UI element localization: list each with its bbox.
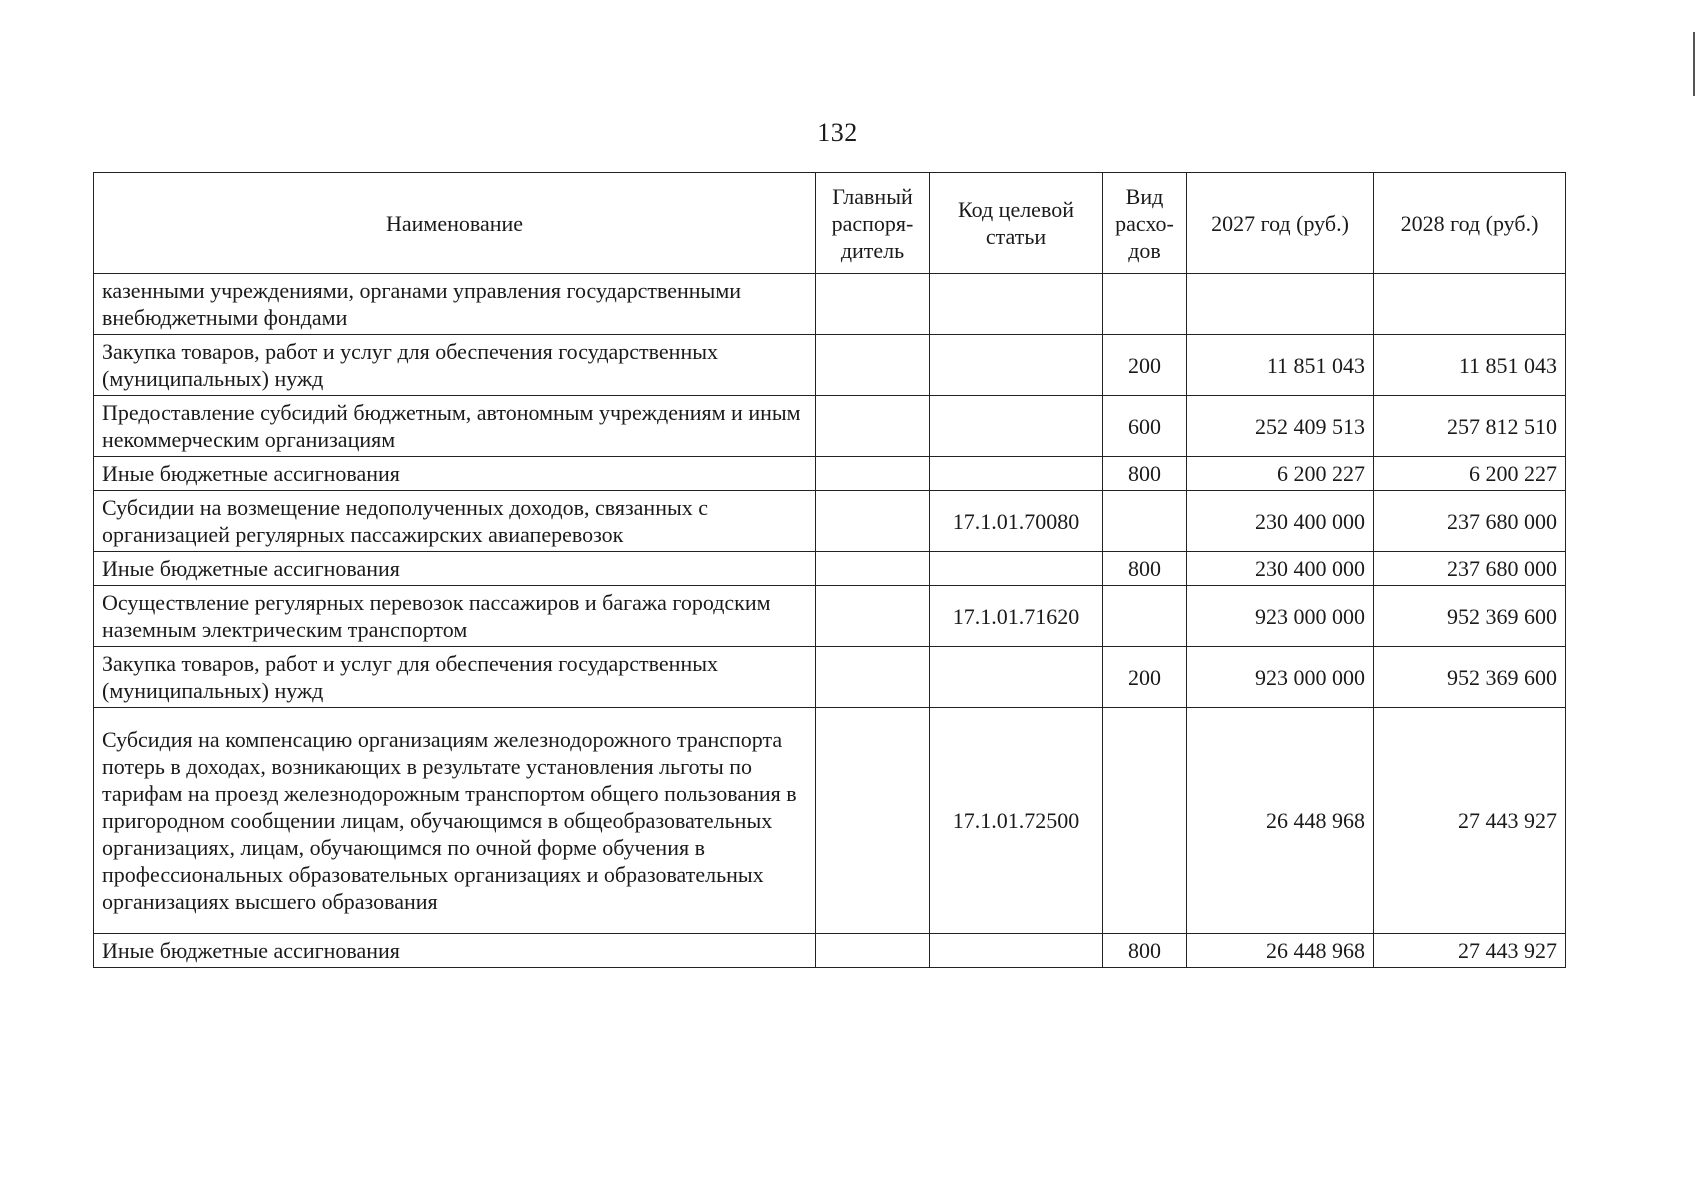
cell-2027: 252 409 513 (1187, 396, 1374, 457)
cell-code: 17.1.01.71620 (930, 586, 1103, 647)
cell-2027: 923 000 000 (1187, 586, 1374, 647)
cell-2027: 923 000 000 (1187, 647, 1374, 708)
table-row (94, 552, 1566, 586)
cell-2028: 952 369 600 (1374, 586, 1566, 647)
cell-2027: 11 851 043 (1187, 335, 1374, 396)
cell-name: Субсидии на возмещение недополученных доходов, связанных с организацией регулярных пассажирских авиаперевозок (94, 491, 816, 552)
cell-type (1103, 491, 1187, 552)
cell-admin (816, 335, 930, 396)
table-row (94, 457, 1566, 491)
cell-admin (816, 457, 930, 491)
cell-admin (816, 396, 930, 457)
cell-type: 800 (1103, 457, 1187, 491)
table-row (94, 708, 1566, 934)
header-code: Код целевой статьи (930, 173, 1103, 274)
budget-table (93, 172, 1566, 968)
cell-2028: 27 443 927 (1374, 934, 1566, 968)
cell-code (930, 647, 1103, 708)
cell-admin (816, 708, 930, 934)
cell-code (930, 552, 1103, 586)
header-name: Наименование (94, 173, 816, 274)
scan-edge-mark (1693, 32, 1695, 96)
cell-admin (816, 647, 930, 708)
cell-admin (816, 934, 930, 968)
table-row (94, 491, 1566, 552)
cell-2028: 237 680 000 (1374, 491, 1566, 552)
header-admin: Главный распоря-дитель (816, 173, 930, 274)
cell-type (1103, 274, 1187, 335)
cell-type: 200 (1103, 335, 1187, 396)
page-number: 132 (817, 118, 858, 147)
cell-admin (816, 552, 930, 586)
cell-code (930, 274, 1103, 335)
cell-code (930, 335, 1103, 396)
header-2027: 2027 год (руб.) (1187, 173, 1374, 274)
cell-admin (816, 491, 930, 552)
cell-2027: 230 400 000 (1187, 491, 1374, 552)
cell-2028: 27 443 927 (1374, 708, 1566, 934)
cell-name: казенными учреждениями, органами управления государственными внебюджетными фондами (94, 274, 816, 335)
header-type: Вид расхо-дов (1103, 173, 1187, 274)
cell-2028: 237 680 000 (1374, 552, 1566, 586)
cell-type (1103, 708, 1187, 934)
cell-name: Субсидия на компенсацию организациям железнодорожного транспорта потерь в доходах, возникающих в результате установления льготы по тарифам на проезд железнодорожным транспортом общего пользования в пригородном сообщении лицам, обучающимся в общеобразовательных организациях, лицам, обучающимся по очной форме обучения в профессиональных образовательных организациях и образовательных организациях высшего образования (94, 708, 816, 934)
table-row (94, 274, 1566, 335)
cell-2028: 952 369 600 (1374, 647, 1566, 708)
table-row (94, 647, 1566, 708)
cell-type: 200 (1103, 647, 1187, 708)
cell-name: Иные бюджетные ассигнования (94, 934, 816, 968)
cell-code (930, 934, 1103, 968)
cell-2028: 257 812 510 (1374, 396, 1566, 457)
header-2028: 2028 год (руб.) (1374, 173, 1566, 274)
cell-name: Закупка товаров, работ и услуг для обеспечения государственных (муниципальных) нужд (94, 647, 816, 708)
table-row (94, 934, 1566, 968)
cell-code: 17.1.01.70080 (930, 491, 1103, 552)
cell-name: Иные бюджетные ассигнования (94, 552, 816, 586)
cell-name: Предоставление субсидий бюджетным, автономным учреждениям и иным некоммерческим организациям (94, 396, 816, 457)
cell-code (930, 457, 1103, 491)
table-header-row (94, 173, 1566, 274)
cell-2028: 6 200 227 (1374, 457, 1566, 491)
cell-2027 (1187, 274, 1374, 335)
table-row (94, 396, 1566, 457)
cell-2027: 230 400 000 (1187, 552, 1374, 586)
cell-admin (816, 274, 930, 335)
cell-2028 (1374, 274, 1566, 335)
cell-type: 600 (1103, 396, 1187, 457)
cell-type: 800 (1103, 934, 1187, 968)
table-row (94, 586, 1566, 647)
cell-code: 17.1.01.72500 (930, 708, 1103, 934)
cell-admin (816, 586, 930, 647)
cell-2027: 26 448 968 (1187, 708, 1374, 934)
cell-code (930, 396, 1103, 457)
cell-2028: 11 851 043 (1374, 335, 1566, 396)
cell-2027: 6 200 227 (1187, 457, 1374, 491)
table-row (94, 335, 1566, 396)
cell-name: Иные бюджетные ассигнования (94, 457, 816, 491)
cell-type: 800 (1103, 552, 1187, 586)
cell-2027: 26 448 968 (1187, 934, 1374, 968)
cell-name: Закупка товаров, работ и услуг для обеспечения государственных (муниципальных) нужд (94, 335, 816, 396)
cell-name: Осуществление регулярных перевозок пассажиров и багажа городским наземным электрическим транспортом (94, 586, 816, 647)
cell-type (1103, 586, 1187, 647)
